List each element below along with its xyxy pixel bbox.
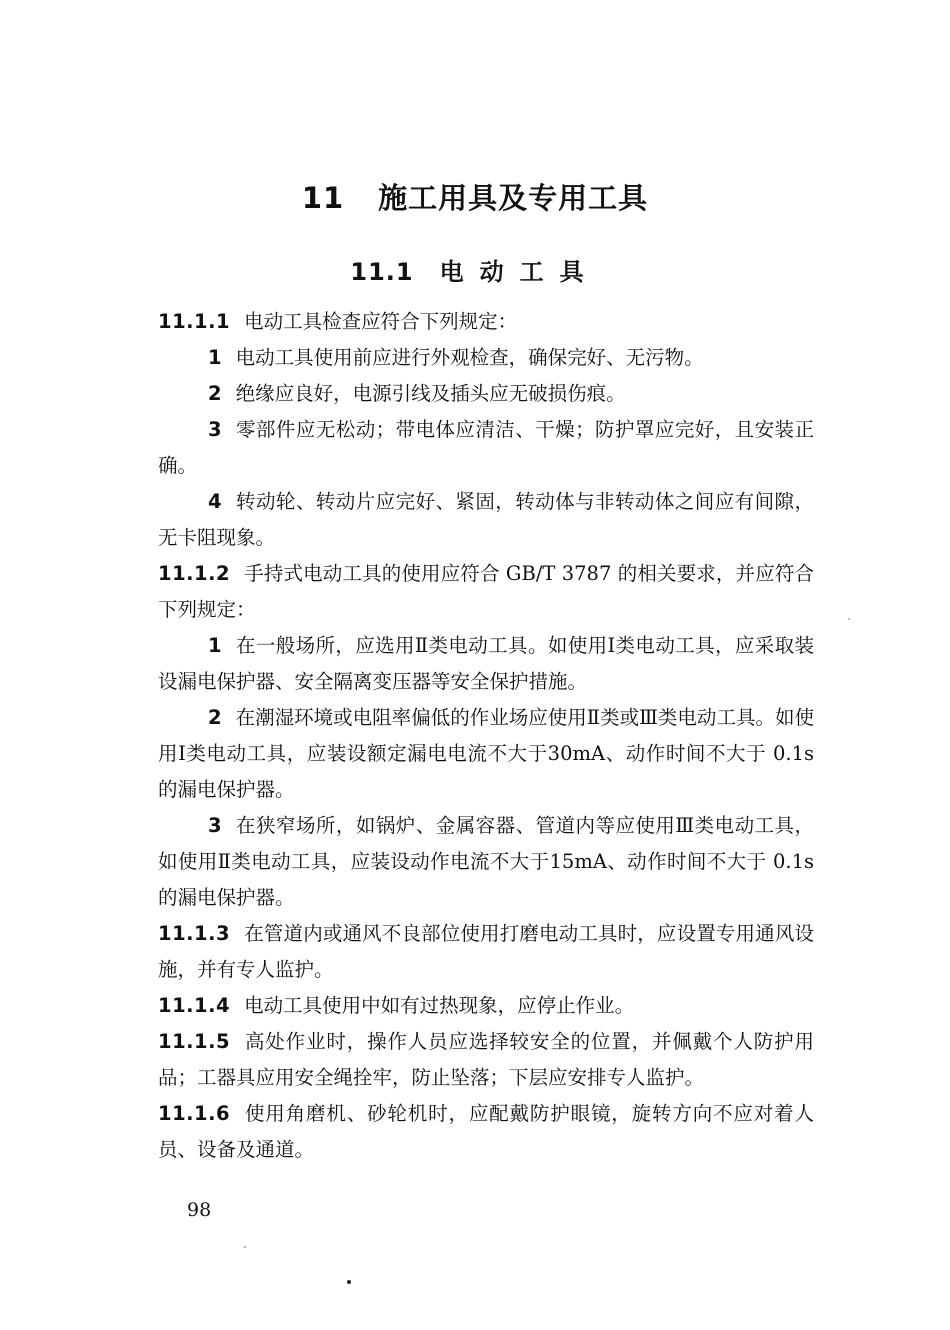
body-text <box>158 304 814 1168</box>
list-item <box>158 700 814 808</box>
chapter-number: 11 <box>301 181 345 215</box>
item-text: 在一般场所，应选用Ⅱ类电动工具。如使用Ⅰ类电动工具，应采取装设漏电保护器、安全隔离变压器等安全保护措施。 <box>158 634 814 693</box>
list-item <box>158 484 814 556</box>
list-item <box>158 340 814 376</box>
clause-text: 高处作业时，操作人员应选择较安全的位置，并佩戴个人防护用品；工器具应用安全绳拴牢，防止坠落；下层应安排专人监护。 <box>158 1030 814 1089</box>
clause-number: 11.1.1 <box>158 310 231 333</box>
clause <box>158 916 814 988</box>
chapter-title: 施工用具及专用工具 <box>378 181 649 215</box>
item-number: 4 <box>208 490 222 513</box>
clause-text: 使用角磨机、砂轮机时，应配戴防护眼镜，旋转方向不应对着人员、设备及通道。 <box>158 1102 814 1161</box>
clause-number: 11.1.6 <box>158 1102 231 1125</box>
chapter-heading <box>0 176 950 217</box>
clause-number: 11.1.3 <box>158 922 231 945</box>
clause <box>158 304 814 340</box>
section-heading <box>0 252 950 287</box>
clause <box>158 988 814 1024</box>
clause-number: 11.1.2 <box>158 562 231 585</box>
clause-text: 电动工具使用中如有过热现象，应停止作业。 <box>244 994 635 1017</box>
list-item <box>158 628 814 700</box>
page-number: 98 <box>187 1199 212 1221</box>
clause <box>158 556 814 628</box>
list-item <box>158 376 814 412</box>
item-number: 3 <box>208 814 222 837</box>
section-number: 11.1 <box>350 258 414 286</box>
section-title: 电动工具 <box>439 258 600 286</box>
item-number: 3 <box>208 418 222 441</box>
clause-text: 电动工具检查应符合下列规定： <box>244 310 518 333</box>
item-text: 零部件应无松动；带电体应清洁、干燥；防护罩应完好，且安装正确。 <box>158 418 814 477</box>
clause-number: 11.1.4 <box>158 994 231 1017</box>
clause-text: 在管道内或通风不良部位使用打磨电动工具时，应设置专用通风设施，并有专人监护。 <box>158 922 814 981</box>
item-number: 1 <box>208 634 222 657</box>
item-text: 转动轮、转动片应完好、紧固，转动体与非转动体之间应有间隙，无卡阻现象。 <box>158 490 814 549</box>
scan-speck <box>848 618 850 620</box>
list-item <box>158 808 814 916</box>
scan-speck <box>244 1246 246 1248</box>
item-text: 电动工具使用前应进行外观检查，确保完好、无污物。 <box>235 346 704 369</box>
clause <box>158 1024 814 1096</box>
scan-speck <box>347 1280 351 1284</box>
clause <box>158 1096 814 1168</box>
item-number: 1 <box>208 346 222 369</box>
list-item <box>158 412 814 484</box>
clause-text: 手持式电动工具的使用应符合 GB/T 3787 的相关要求，并应符合下列规定： <box>158 562 814 621</box>
item-text: 在狭窄场所，如锅炉、金属容器、管道内等应使用Ⅲ类电动工具，如使用Ⅱ类电动工具，应装设动作电流不大于15mA、动作时间不大于 0.1s 的漏电保护器。 <box>158 814 814 909</box>
item-number: 2 <box>208 706 222 729</box>
clause-number: 11.1.5 <box>158 1030 231 1053</box>
item-text: 在潮湿环境或电阻率偏低的作业场应使用Ⅱ类或Ⅲ类电动工具。如使用Ⅰ类电动工具，应装设额定漏电电流不大于30mA、动作时间不大于 0.1s 的漏电保护器。 <box>158 706 814 801</box>
item-text: 绝缘应良好，电源引线及插头应无破损伤痕。 <box>235 382 626 405</box>
item-number: 2 <box>208 382 222 405</box>
